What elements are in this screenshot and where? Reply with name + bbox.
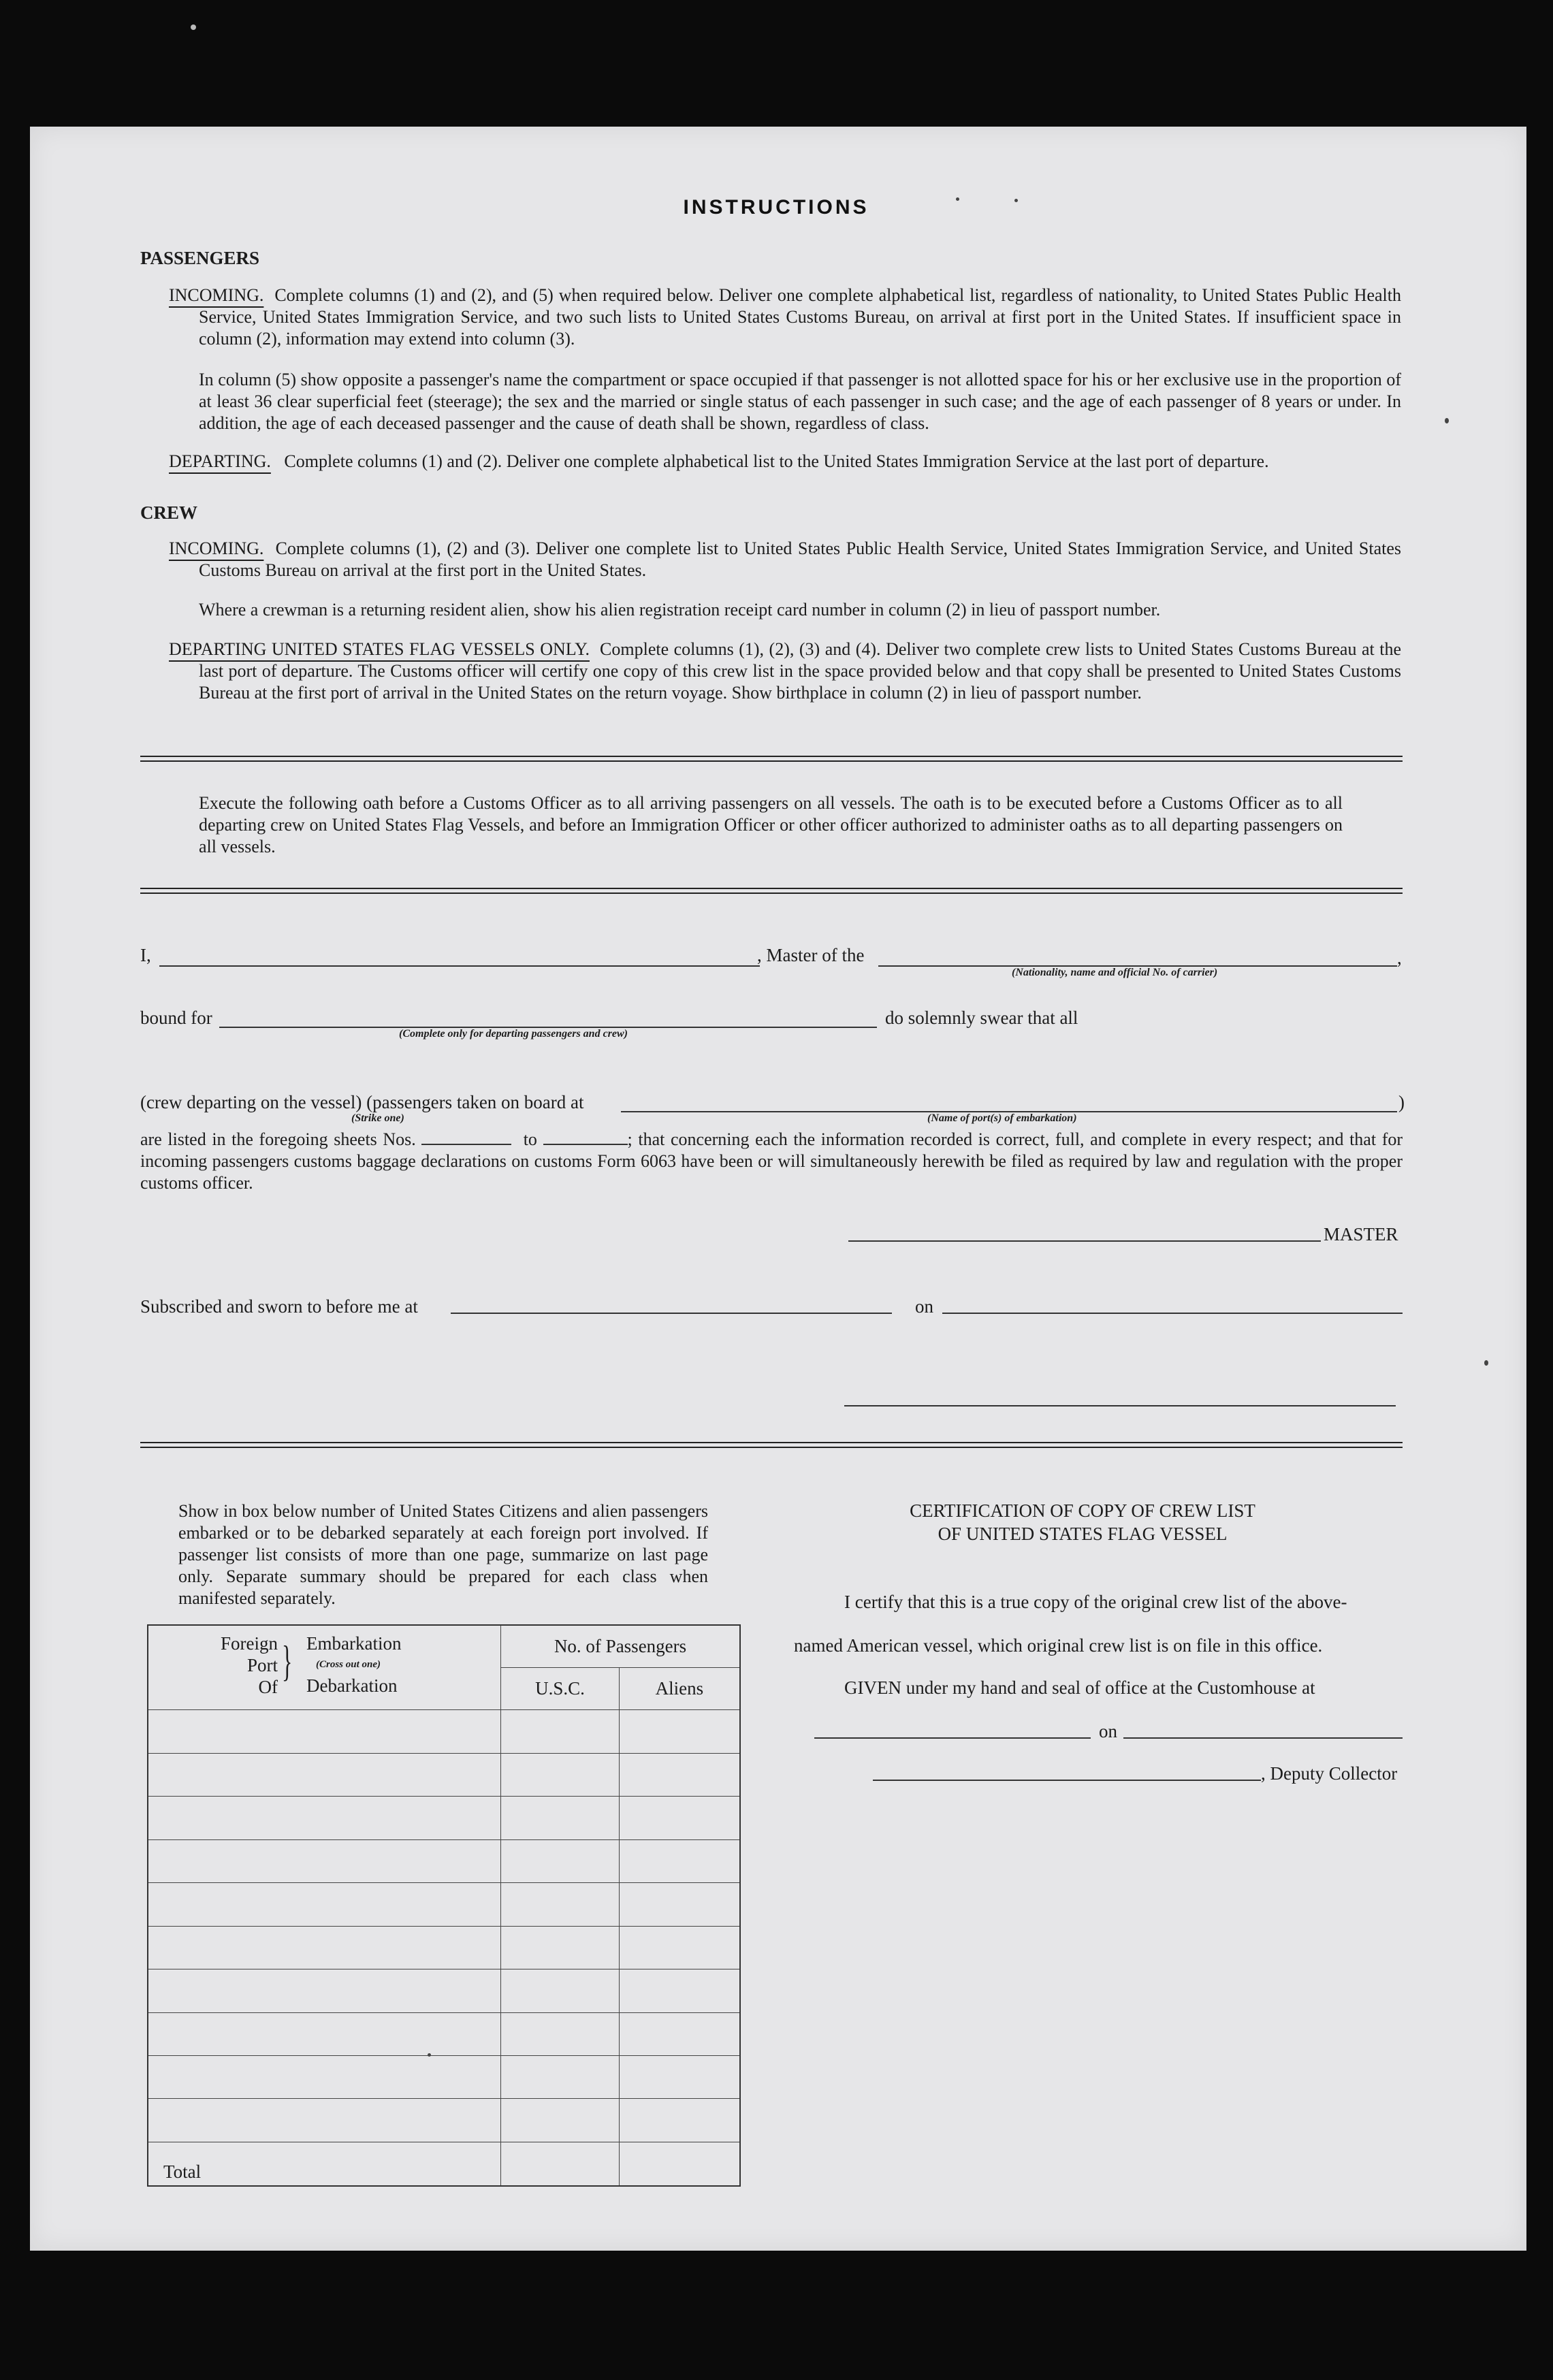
passengers-column5-paragraph: In column (5) show opposite a passenger's name the compartment or space occupied if that passenger is not allotted space for his or her exclusive use in the proportion of at least 36 clear superficial feet (steerage); the sex and the married or single status of each passenger in such case; and the age of each passenger of 8 years or under. In addition, the age of each deceased passenger and the cause of death shall be shown, regardless of class. bbox=[199, 370, 1401, 433]
foreign-label: Foreign bbox=[221, 1633, 278, 1654]
master-name-field[interactable] bbox=[159, 965, 760, 967]
oath-listed-paragraph bbox=[140, 1129, 1403, 1194]
no-passengers-header: No. of Passengers bbox=[501, 1625, 740, 1667]
usc-cell[interactable] bbox=[501, 2099, 620, 2142]
certification-heading bbox=[769, 1499, 1396, 1545]
oath-i-label: I, bbox=[140, 945, 151, 965]
debarkation-label[interactable]: Debarkation bbox=[306, 1675, 398, 1696]
sworn-date-field[interactable] bbox=[942, 1313, 1403, 1314]
port-cell[interactable] bbox=[148, 2012, 501, 2055]
passengers-incoming-paragraph bbox=[169, 285, 1401, 350]
certification-on-label: on bbox=[1099, 1721, 1117, 1741]
master-label: MASTER bbox=[1324, 1224, 1398, 1244]
port-cell[interactable] bbox=[148, 2056, 501, 2099]
port-cell[interactable] bbox=[148, 1753, 501, 1796]
passengers-heading: PASSENGERS bbox=[140, 248, 260, 268]
scan-speck bbox=[956, 197, 959, 201]
close-paren: ) bbox=[1398, 1092, 1405, 1112]
sheet-to-field[interactable] bbox=[543, 1129, 628, 1145]
port-label: Port bbox=[246, 1655, 278, 1675]
summary-instruction: Show in box below number of United States Citizens and alien passengers embarked or to be debarked separately at each foreign port involved. If passenger list consists of more than one page, summarize on last page only. Separate summary should be prepared for each class when manifested separately. bbox=[178, 1501, 708, 1608]
sworn-place-field[interactable] bbox=[451, 1313, 892, 1314]
port-header bbox=[148, 1625, 501, 1710]
port-cell[interactable] bbox=[148, 1839, 501, 1882]
cross-out-caption: (Cross out one) bbox=[316, 1659, 381, 1670]
aliens-cell[interactable] bbox=[619, 1710, 740, 1753]
scan-speck bbox=[191, 25, 196, 30]
passengers-departing-lead: DEPARTING. bbox=[169, 451, 271, 471]
crew-departing-text: Complete columns (1), (2), (3) and (4). Deliver two complete crew lists to United States Customs Bureau at the last port of departure. The Customs officer will certify one copy of this crew list in the space provided below and that copy shall be presented to United States Customs Bureau at the first port of arrival in the United States on the return voyage. Show birthplace in column (2) in lieu of passport number. bbox=[199, 639, 1402, 703]
usc-cell[interactable] bbox=[501, 1883, 620, 1926]
crew-incoming-lead: INCOMING. bbox=[169, 538, 264, 558]
crew-departing-label: (crew departing on the vessel) (passengers taken on board at bbox=[140, 1092, 584, 1112]
port-cell[interactable] bbox=[148, 1797, 501, 1839]
aliens-cell[interactable] bbox=[619, 2012, 740, 2055]
subscribed-label: Subscribed and sworn to before me at bbox=[140, 1296, 418, 1317]
brace-icon: } bbox=[282, 1637, 293, 1685]
certification-line-3: GIVEN under my hand and seal of office at the Customhouse at bbox=[844, 1677, 1315, 1698]
deputy-signature-field[interactable] bbox=[873, 1780, 1261, 1781]
passengers-incoming-lead: INCOMING. bbox=[169, 285, 264, 305]
crew-incoming-text: Complete columns (1), (2) and (3). Deliver one complete list to United States Public Health Service, United States Immigration Service, and United States Customs Bureau on arrival at the first port in the United States. bbox=[199, 538, 1402, 580]
to-label: to bbox=[523, 1129, 537, 1149]
divider bbox=[140, 756, 1403, 762]
deputy-collector-label: , Deputy Collector bbox=[1261, 1763, 1398, 1784]
usc-cell[interactable] bbox=[501, 1839, 620, 1882]
crew-departing-paragraph bbox=[169, 639, 1401, 704]
port-cell[interactable] bbox=[148, 1969, 501, 2012]
usc-cell[interactable] bbox=[501, 1969, 620, 2012]
bound-for-caption: (Complete only for departing passengers and crew) bbox=[399, 1028, 628, 1040]
certification-heading-2: OF UNITED STATES FLAG VESSEL bbox=[938, 1524, 1228, 1544]
master-of-label: , Master of the bbox=[757, 945, 865, 965]
port-cell[interactable] bbox=[148, 2099, 501, 2142]
oath-instruction: Execute the following oath before a Customs Officer as to all arriving passengers on all vessels. The oath is to be executed before a Customs Officer as to all departing crew on United States Flag Vessels, and before an Immigration Officer or other officer authorized to administer oaths as to all departing passengers on all vessels. bbox=[199, 793, 1343, 856]
carrier-caption: (Nationality, name and official No. of carrier) bbox=[1012, 967, 1218, 978]
certification-heading-1: CERTIFICATION OF COPY OF CREW LIST bbox=[910, 1500, 1255, 1521]
page-title: INSTRUCTIONS bbox=[683, 196, 869, 219]
scan-speck bbox=[428, 2053, 431, 2057]
usc-cell[interactable] bbox=[501, 1797, 620, 1839]
aliens-cell[interactable] bbox=[619, 1926, 740, 1969]
aliens-cell[interactable] bbox=[619, 1883, 740, 1926]
aliens-cell[interactable] bbox=[619, 1969, 740, 2012]
passenger-summary-table bbox=[147, 1624, 741, 2187]
listed-rest: ; that concerning each the information recorded is correct, full, and complete in every respect; and that for incoming passengers customs baggage declarations on customs Form 6063 have been or will simultaneously herewith be filed as required by law and regulation with the proper customs officer. bbox=[140, 1129, 1403, 1193]
scan-speck bbox=[1484, 1360, 1488, 1366]
certification-line-2: named American vessel, which original crew list is on file in this office. bbox=[794, 1635, 1323, 1656]
certification-date-field[interactable] bbox=[1123, 1737, 1403, 1739]
divider bbox=[140, 888, 1403, 894]
crew-resident-paragraph: Where a crewman is a returning resident alien, show his alien registration receipt card number in column (2) in lieu of passport number. bbox=[199, 600, 1161, 620]
customhouse-field[interactable] bbox=[814, 1737, 1091, 1739]
sheet-from-field[interactable] bbox=[421, 1129, 511, 1145]
usc-cell[interactable] bbox=[501, 1710, 620, 1753]
aliens-cell[interactable] bbox=[619, 2099, 740, 2142]
crew-departing-lead: DEPARTING UNITED STATES FLAG VESSELS ONLY. bbox=[169, 639, 590, 659]
aliens-header: Aliens bbox=[619, 1667, 740, 1709]
listed-prefix: are listed in the foregoing sheets Nos. bbox=[140, 1129, 416, 1149]
passengers-incoming-text: Complete columns (1) and (2), and (5) when required below. Deliver one complete alphabetical list, regardless of nationality, to United States Public Health Service, United States Immigration Service, and two such lists to United States Customs Bureau, on arrival at first port in the United States. If insufficient space in column (2), information may extend into column (3). bbox=[199, 285, 1401, 349]
total-label: Total bbox=[163, 2161, 202, 2182]
usc-cell[interactable] bbox=[501, 2012, 620, 2055]
passengers-departing-paragraph bbox=[169, 451, 1401, 472]
aliens-cell[interactable] bbox=[619, 1839, 740, 1882]
of-label: Of bbox=[258, 1677, 278, 1697]
scan-speck bbox=[1014, 199, 1018, 202]
divider bbox=[140, 1442, 1403, 1448]
swear-label: do solemnly swear that all bbox=[885, 1008, 1078, 1028]
usc-cell[interactable] bbox=[501, 1753, 620, 1796]
usc-total-cell[interactable] bbox=[501, 2142, 620, 2186]
bound-for-label: bound for bbox=[140, 1008, 212, 1028]
usc-cell[interactable] bbox=[501, 1926, 620, 1969]
officer-signature-field[interactable] bbox=[844, 1405, 1396, 1406]
total-cell bbox=[148, 2142, 501, 2186]
sworn-on-label: on bbox=[915, 1296, 933, 1317]
passengers-departing-text: Complete columns (1) and (2). Deliver one complete alphabetical list to the United States Immigration Service at the last port of departure. bbox=[284, 451, 1269, 471]
port-cell[interactable] bbox=[148, 1883, 501, 1926]
crew-heading: CREW bbox=[140, 502, 198, 523]
port-cell[interactable] bbox=[148, 1926, 501, 1969]
ports-caption: (Name of port(s) of embarkation) bbox=[927, 1112, 1077, 1124]
aliens-cell[interactable] bbox=[619, 1753, 740, 1796]
master-signature-field[interactable] bbox=[848, 1240, 1321, 1242]
usc-header: U.S.C. bbox=[501, 1667, 620, 1709]
certification-line-1: I certify that this is a true copy of the original crew list of the above- bbox=[844, 1592, 1347, 1612]
strike-one-caption: (Strike one) bbox=[351, 1112, 404, 1124]
crew-incoming-paragraph bbox=[169, 538, 1401, 581]
port-cell[interactable] bbox=[148, 1710, 501, 1753]
embarkation-label[interactable]: Embarkation bbox=[306, 1633, 402, 1654]
aliens-cell[interactable] bbox=[619, 1797, 740, 1839]
aliens-total-cell[interactable] bbox=[619, 2142, 740, 2186]
usc-cell[interactable] bbox=[501, 2056, 620, 2099]
aliens-cell[interactable] bbox=[619, 2056, 740, 2099]
scan-speck bbox=[1445, 418, 1449, 423]
